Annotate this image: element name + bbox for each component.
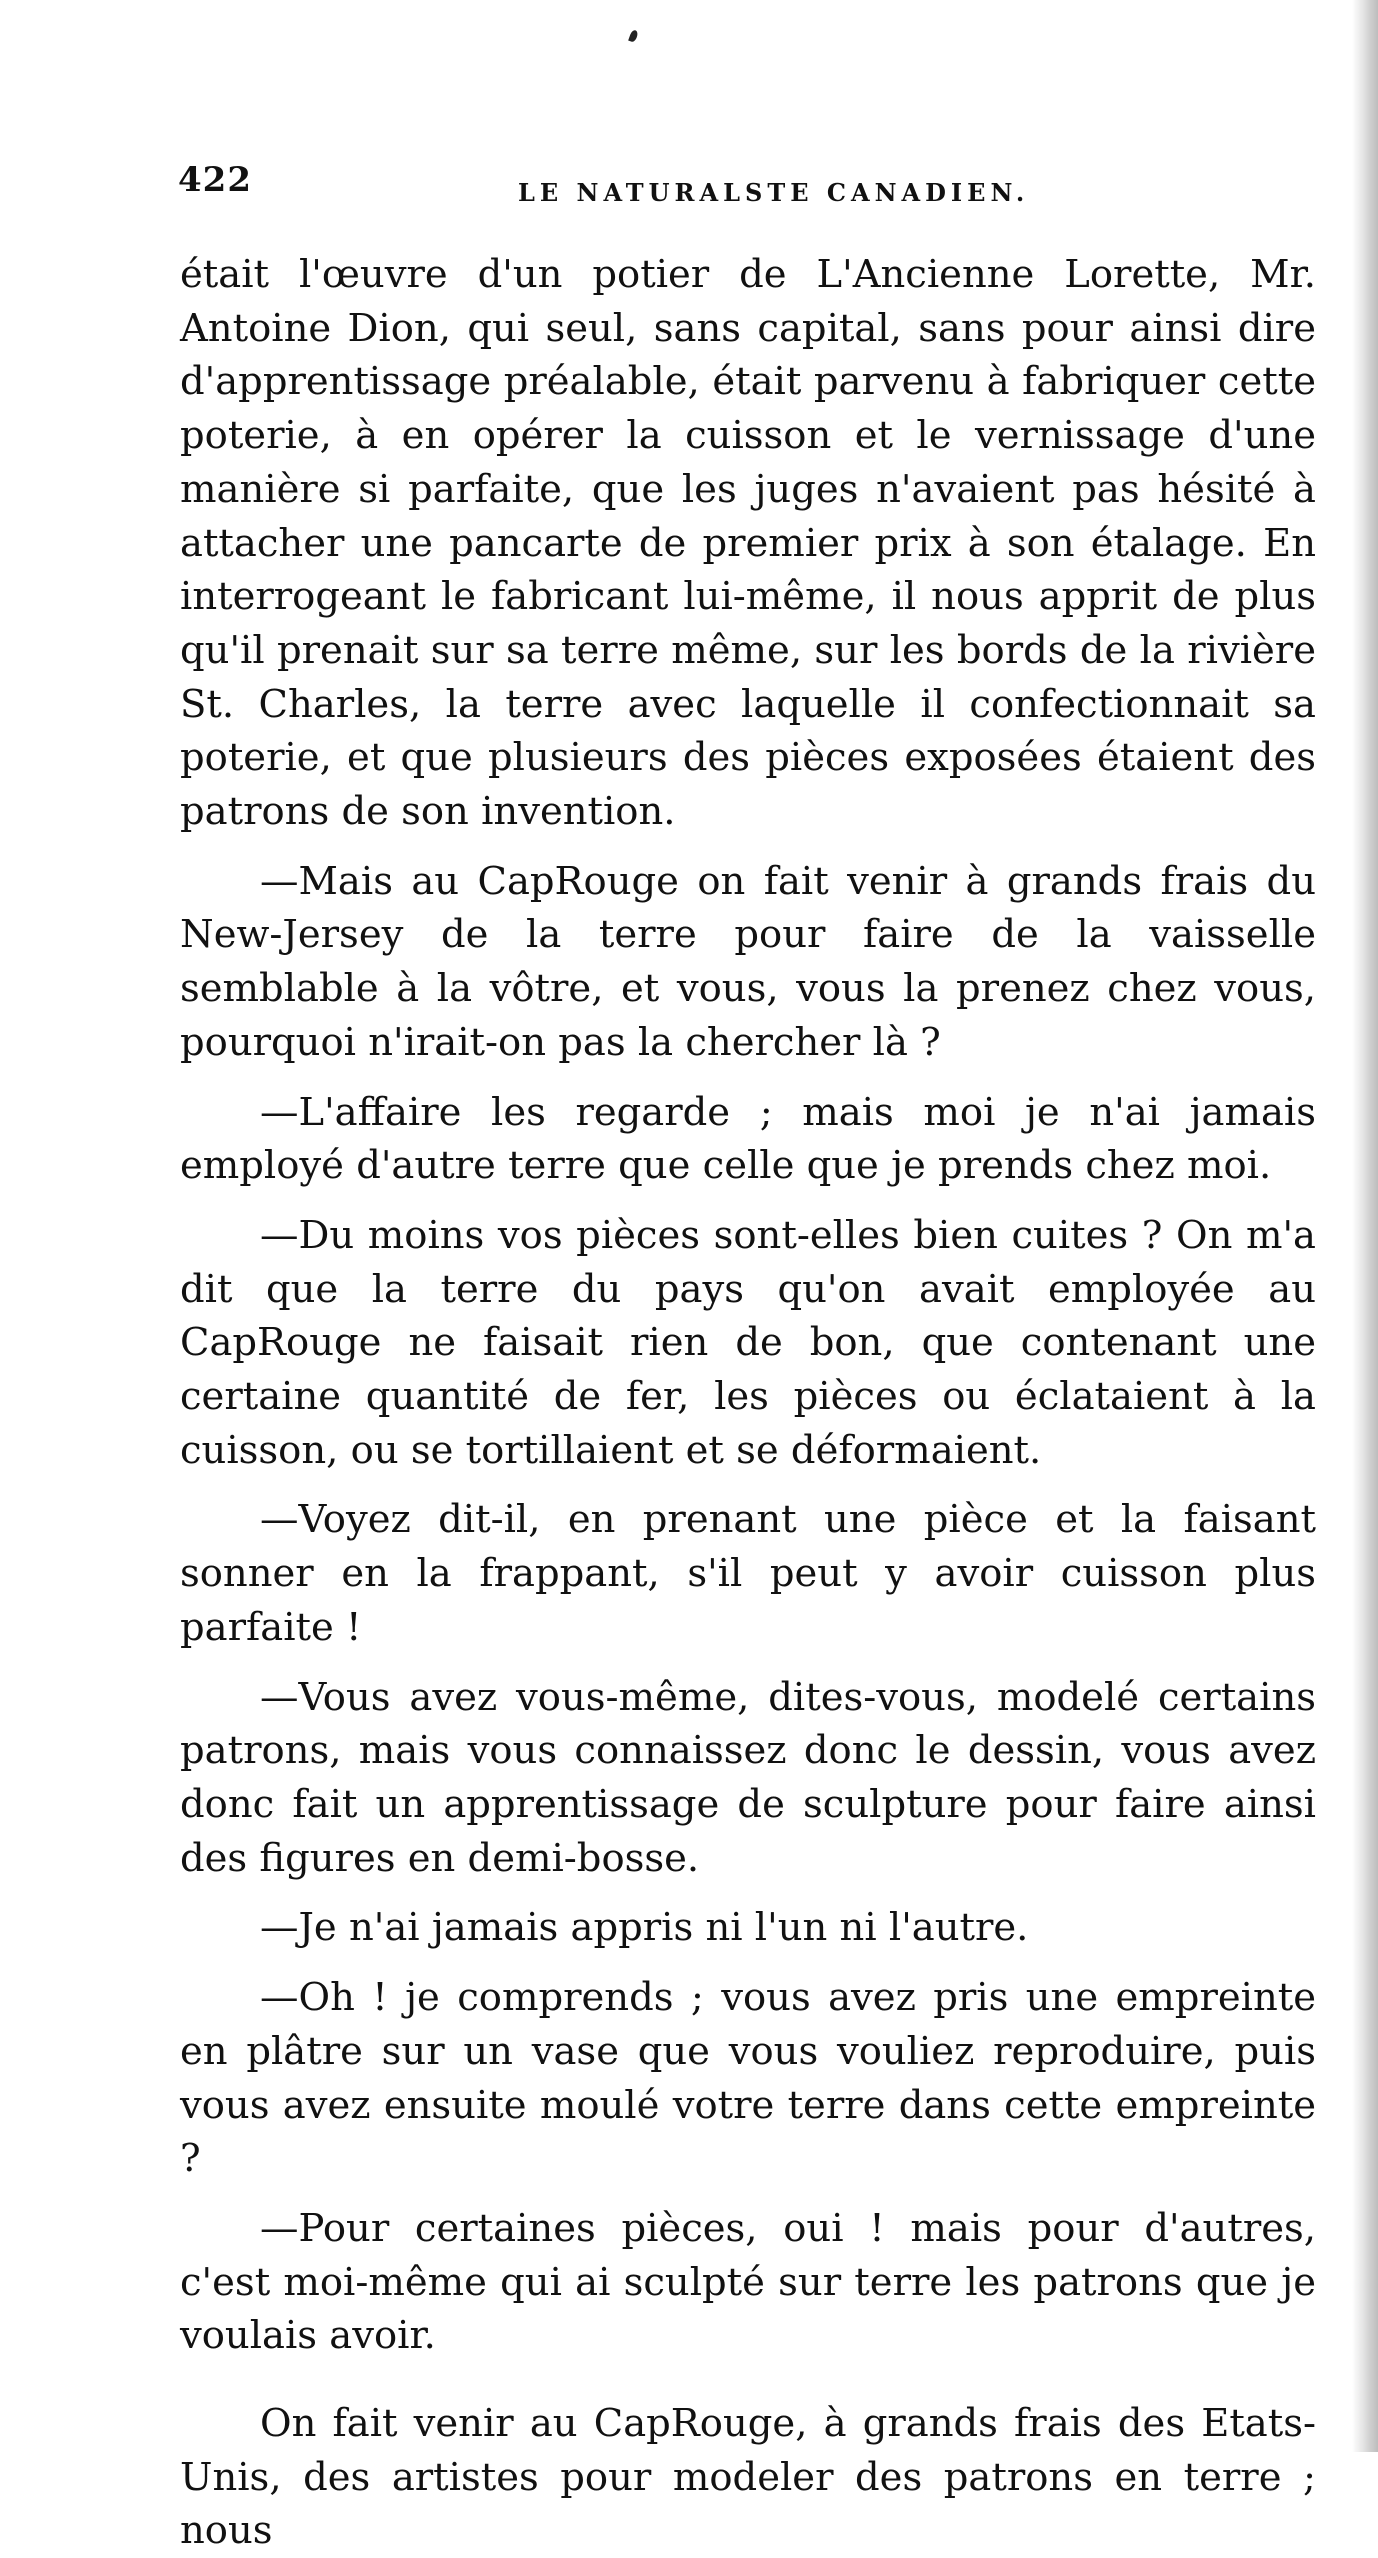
dialogue-paragraph: —Mais au CapRouge on fait venir à grands frais du New-Jersey de la terre pour faire de la vaisselle semblable à la vôtre, et vous, vous la prenez chez vous, pourquoi n'irait-on pas la chercher là ? — [180, 858, 1316, 1065]
dialogue-paragraph: —Pour certaines pièces, oui ! mais pour d'autres, c'est moi-même qui ai sculpté sur terre les patrons que je voulais avoir. — [180, 2205, 1316, 2359]
body-text — [180, 248, 1316, 2558]
page-number: 422 — [178, 160, 252, 200]
dialogue-paragraph: —L'affaire les regarde ; mais moi je n'ai jamais employé d'autre terre que celle que je prends chez moi. — [180, 1089, 1316, 1189]
paragraph-continuation: était l'œuvre d'un potier de L'Ancienne Lorette, Mr. Antoine Dion, qui seul, sans capital, sans pour ainsi dire d'apprentissage préalable, était parvenu à fabriquer cette poterie, à en opérer la cuisson et le vernissage d'une manière si parfaite, que les juges n'avaient pas hésité à attacher une pancarte de premier prix à son étalage. En interrogeant le fabricant lui-même, il nous apprit de plus qu'il prenait sur sa terre même, sur les bords de la rivière St. Charles, la terre avec laquelle il confectionnait sa poterie, et que plusieurs des pièces exposées étaient des patrons de son invention. — [180, 252, 1316, 835]
dialogue-paragraph: —Vous avez vous-même, dites-vous, modelé certains patrons, mais vous connaissez donc le dessin, vous avez donc fait un apprentissage de sculpture pour faire ainsi des figures en demi-bosse. — [180, 1674, 1316, 1881]
dialogue-paragraph: —Voyez dit-il, en prenant une pièce et la faisant sonner en la frappant, s'il peut y avoir cuisson plus parfaite ! — [180, 1497, 1316, 1650]
narrative-paragraph: On fait venir au CapRouge, à grands frais des Etats-Unis, des artistes pour modeler des patrons en terre ; nous — [180, 2401, 1316, 2554]
dialogue-paragraph: —Du moins vos pièces sont-elles bien cuites ? On m'a dit que la terre du pays qu'on avait employée au CapRouge ne faisait rien de bon, que contenant une certaine quantité de fer, les pièces ou éclataient à la cuisson, ou se tortillaient et se déformaient. — [180, 1212, 1316, 1473]
dialogue-paragraph: —Je n'ai jamais appris ni l'un ni l'autre. — [260, 1905, 1029, 1951]
dialogue-paragraph: —Oh ! je comprends ; vous avez pris une empreinte en plâtre sur un vase que vous vouliez reproduire, puis vous avez ensuite moulé votre terre dans cette empreinte ? — [180, 1975, 1316, 2182]
ink-speck — [628, 29, 639, 43]
running-head: LE NATURALSTE CANADIEN. — [518, 178, 1030, 207]
page-edge-shadow — [1352, 0, 1378, 2452]
page-header — [178, 160, 1318, 220]
